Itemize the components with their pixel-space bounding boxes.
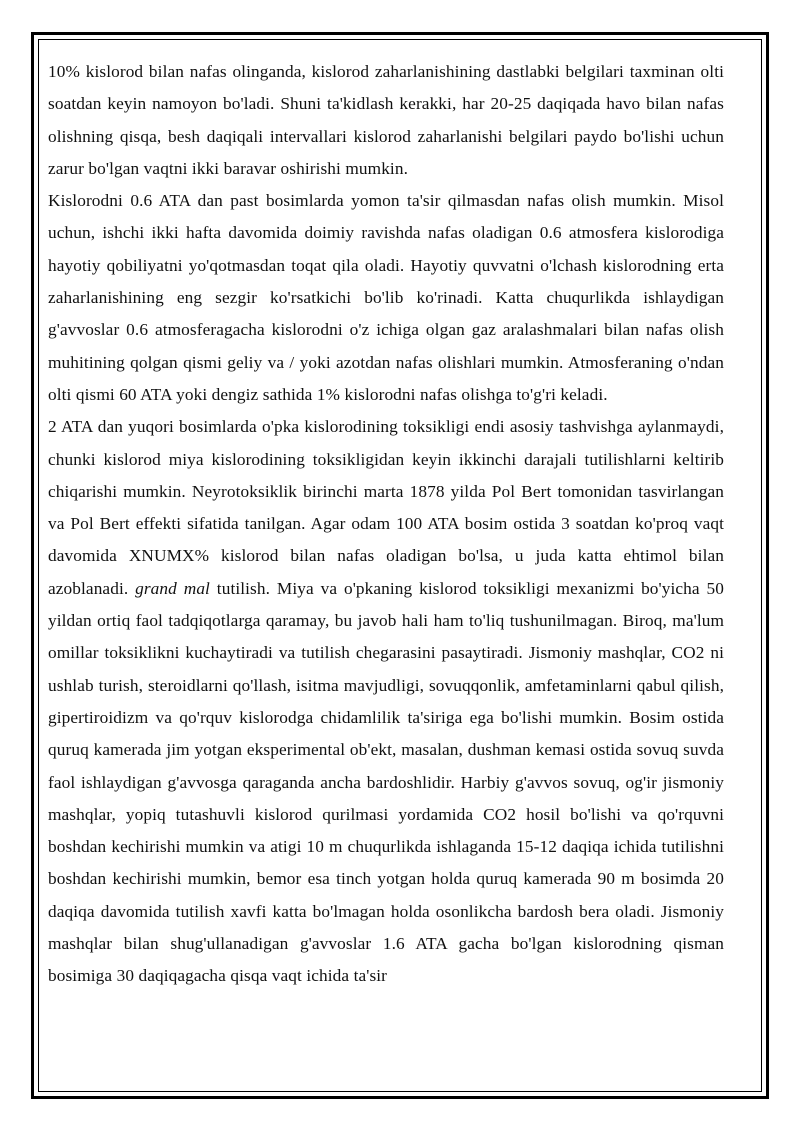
paragraph-3-text-before: 2 ATA dan yuqori bosimlarda o'pka kislorodining toksikligi endi asosiy tashvishga aylanmaydi, chunki kislorod miya kislorodining toksikligidan keyin ikkinchi darajali tutilishlarni keltirib chiqarishi mumkin. Neyrotoksiklik birinchi marta 1878 yilda Pol Bert tomonidan tasvirlangan va Pol Bert effekti sifatida tanilgan. Agar odam 100 ATA bosim ostida 3 soatdan ko'proq vaqt davomida XNUMX% kislorod bilan nafas oladigan bo'lsa, u juda katta ehtimol bilan azoblanadi.	[48, 417, 724, 598]
paragraph-3	[48, 411, 724, 992]
paragraph-2: Kislorodni 0.6 ATA dan past bosimlarda yomon ta'sir qilmasdan nafas olish mumkin. Misol uchun, ishchi ikki hafta davomida doimiy ravishda nafas oladigan 0.6 atmosfera kislorodiga hayotiy qobiliyatni yo'qotmasdan toqat qila oladi. Hayotiy quvvatni o'lchash kislorodning erta zaharlanishining eng sezgir ko'rsatkichi bo'lib ko'rinadi. Katta chuqurlikda ishlaydigan g'avvoslar 0.6 atmosferagacha kislorodni o'z ichiga olgan gaz aralashmalari bilan nafas olish muhitining qolgan qismi geliy va / yoki azotdan nafas olishlari mumkin. Atmosferaning o'ndan olti qismi 60 ATA yoki dengiz sathida 1% kislorodni nafas olishga to'g'ri keladi.	[48, 191, 724, 404]
paragraph-3-italic-term: grand mal	[135, 578, 210, 598]
paragraph-3-text-after: tutilish. Miya va o'pkaning kislorod toksikligi mexanizmi bo'yicha 50 yildan ortiq faol tadqiqotlarga qaramay, bu javob hali ham to'liq tushunilmagan. Biroq, ma'lum omillar toksiklikni kuchaytiradi va tutilish chegarasini pasaytiradi. Jismoniy mashqlar, CO2 ni ushlab turish, steroidlarni qo'llash, isitma mavjudligi, sovuqqonlik, amfetaminlarni qabul qilish, gipertiroidizm va qo'rquv kislorodga chidamlilik ta'siriga ega bo'lishi mumkin. Bosim ostida quruq kamerada jim yotgan eksperimental ob'ekt, masalan, dushman kemasi ostida sovuq suvda faol ishlaydigan g'avvosga qaraganda ancha bardoshlidir. Harbiy g'avvos sovuq, og'ir jismoniy mashqlar, yopiq tutashuvli kislorod qurilmasi yordamida CO2 hosil bo'lishi va qo'rquvni boshdan kechirishi mumkin va atigi 10 m chuqurlikda ishlaganda 15-12 daqiqa ichida tutilishni boshdan kechirishi mumkin, bemor esa tinch yotgan holda quruq kamerada 90 m bosimda 20 daqiqa davomida tutilish xavfi katta bo'lmagan holda osonlikcha bardosh bera oladi. Jismoniy mashqlar bilan shug'ullanadigan g'avvoslar 1.6 ATA gacha bo'lgan kislorodning qisman bosimiga 30 daqiqagacha qisqa vaqt ichida ta'sir	[48, 578, 725, 986]
document-body	[48, 56, 724, 993]
paragraph-1: 10% kislorod bilan nafas olinganda, kislorod zaharlanishining dastlabki belgilari taxminan olti soatdan keyin namoyon bo'ladi. Shuni ta'kidlash kerakki, har 20-25 daqiqada havo bilan nafas olishning qisqa, besh daqiqali intervallari kislorod zaharlanishi belgilari paydo bo'lishi uchun zarur bo'lgan vaqtni ikki baravar oshirishi mumkin.	[48, 62, 724, 178]
